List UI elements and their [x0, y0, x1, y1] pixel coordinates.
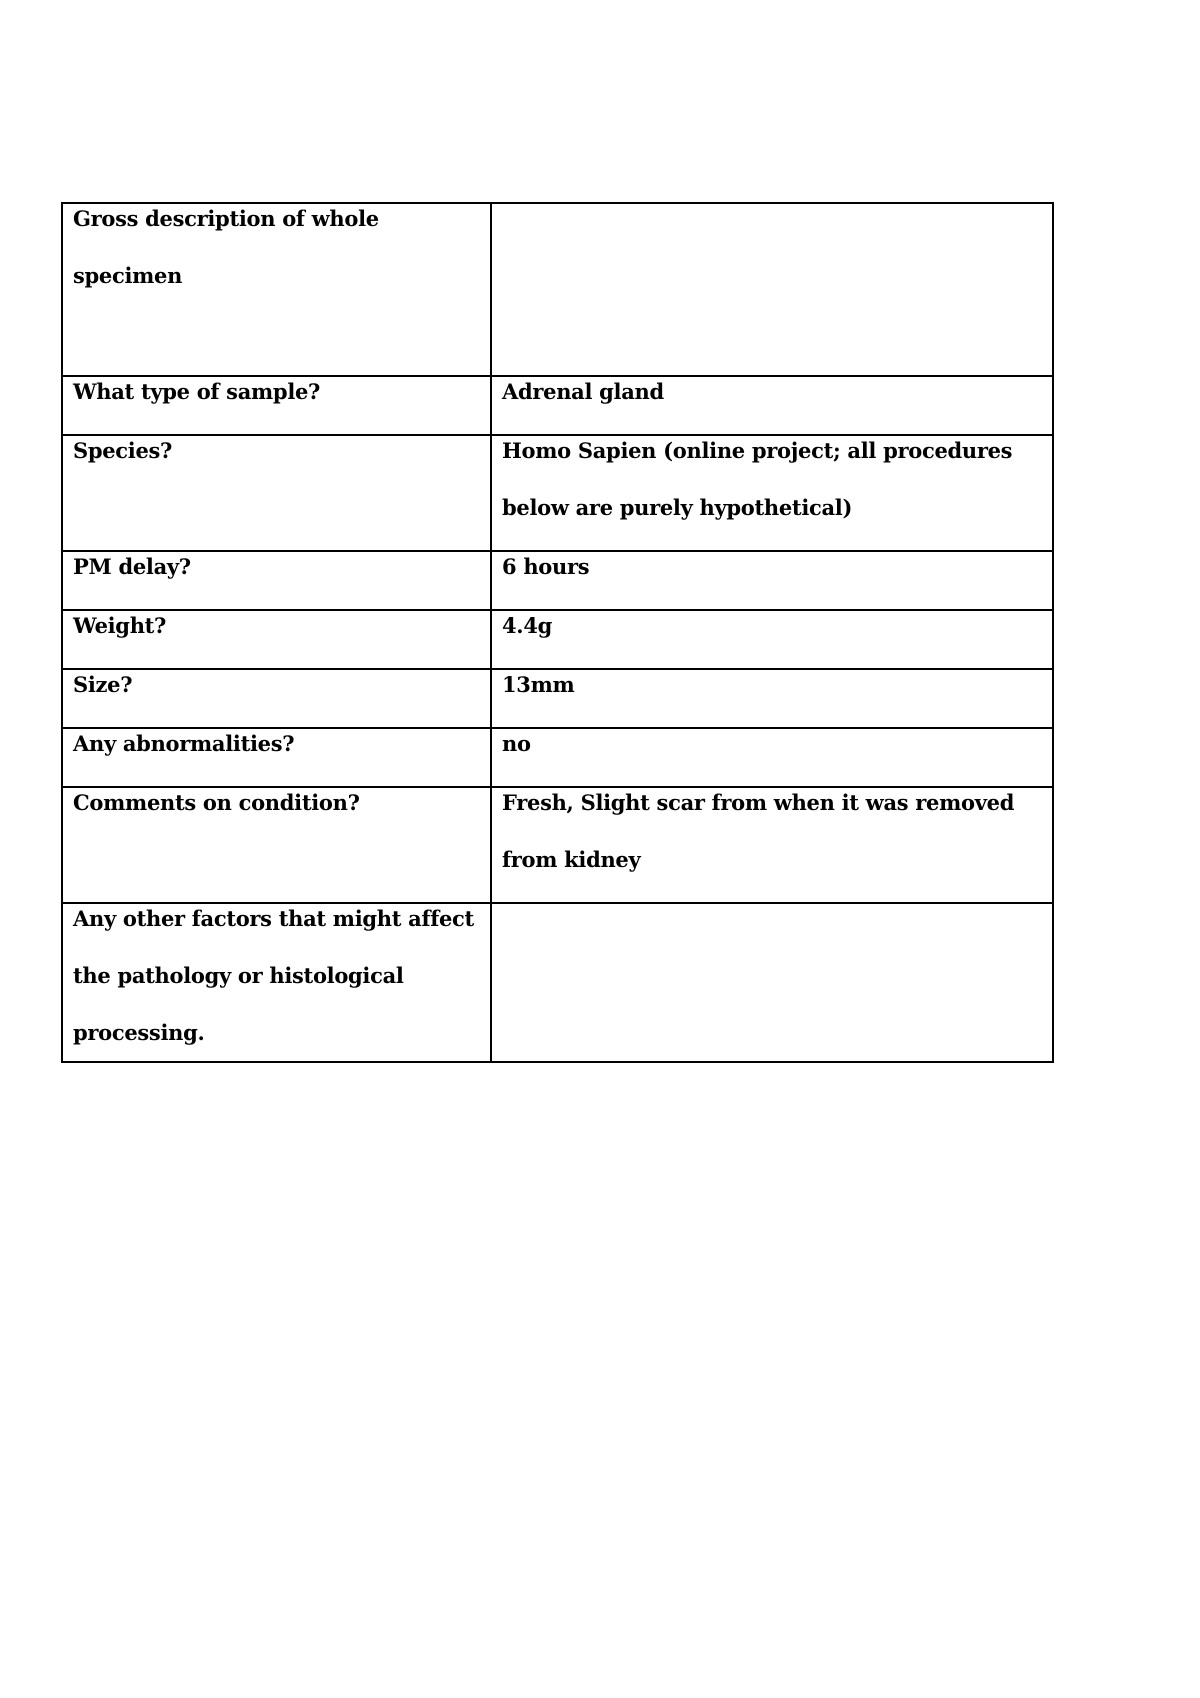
question-text: PM delay? — [73, 554, 191, 579]
answer-cell — [491, 787, 1053, 903]
answer-cell — [491, 551, 1053, 610]
answer-cell — [491, 203, 1053, 376]
table-row — [62, 669, 1053, 728]
question-text: Comments on condition? — [73, 790, 360, 815]
answer-text: Fresh, Slight scar from when it was removed from kidney — [502, 790, 1015, 872]
table-row — [62, 610, 1053, 669]
question-text: Any abnormalities? — [73, 731, 295, 756]
question-cell — [62, 669, 491, 728]
question-text: Weight? — [73, 613, 167, 638]
answer-text: 4.4g — [502, 613, 553, 638]
answer-text: 6 hours — [502, 554, 590, 579]
specimen-details-table — [61, 202, 1054, 1063]
question-cell — [62, 728, 491, 787]
question-cell — [62, 203, 491, 376]
question-cell — [62, 610, 491, 669]
answer-text: 13mm — [502, 672, 575, 697]
question-cell — [62, 787, 491, 903]
table-row — [62, 376, 1053, 435]
question-cell — [62, 903, 491, 1062]
table-row — [62, 551, 1053, 610]
question-text: Size? — [73, 672, 133, 697]
question-cell — [62, 551, 491, 610]
answer-text: Homo Sapien (online project; all procedures below are purely hypothetical) — [502, 438, 1013, 520]
answer-cell — [491, 435, 1053, 551]
question-text: Gross description of whole specimen — [73, 206, 379, 288]
answer-cell — [491, 728, 1053, 787]
table-row — [62, 903, 1053, 1062]
question-cell — [62, 435, 491, 551]
answer-cell — [491, 669, 1053, 728]
question-text: Any other factors that might affect the pathology or histological processing. — [73, 906, 474, 1045]
answer-cell — [491, 610, 1053, 669]
answer-cell — [491, 376, 1053, 435]
question-text: What type of sample? — [73, 379, 321, 404]
answer-cell — [491, 903, 1053, 1062]
answer-text: Adrenal gland — [502, 379, 664, 404]
table-row — [62, 728, 1053, 787]
table-row — [62, 787, 1053, 903]
question-text: Species? — [73, 438, 173, 463]
table-row — [62, 435, 1053, 551]
question-cell — [62, 376, 491, 435]
table-row — [62, 203, 1053, 376]
answer-text: no — [502, 731, 531, 756]
